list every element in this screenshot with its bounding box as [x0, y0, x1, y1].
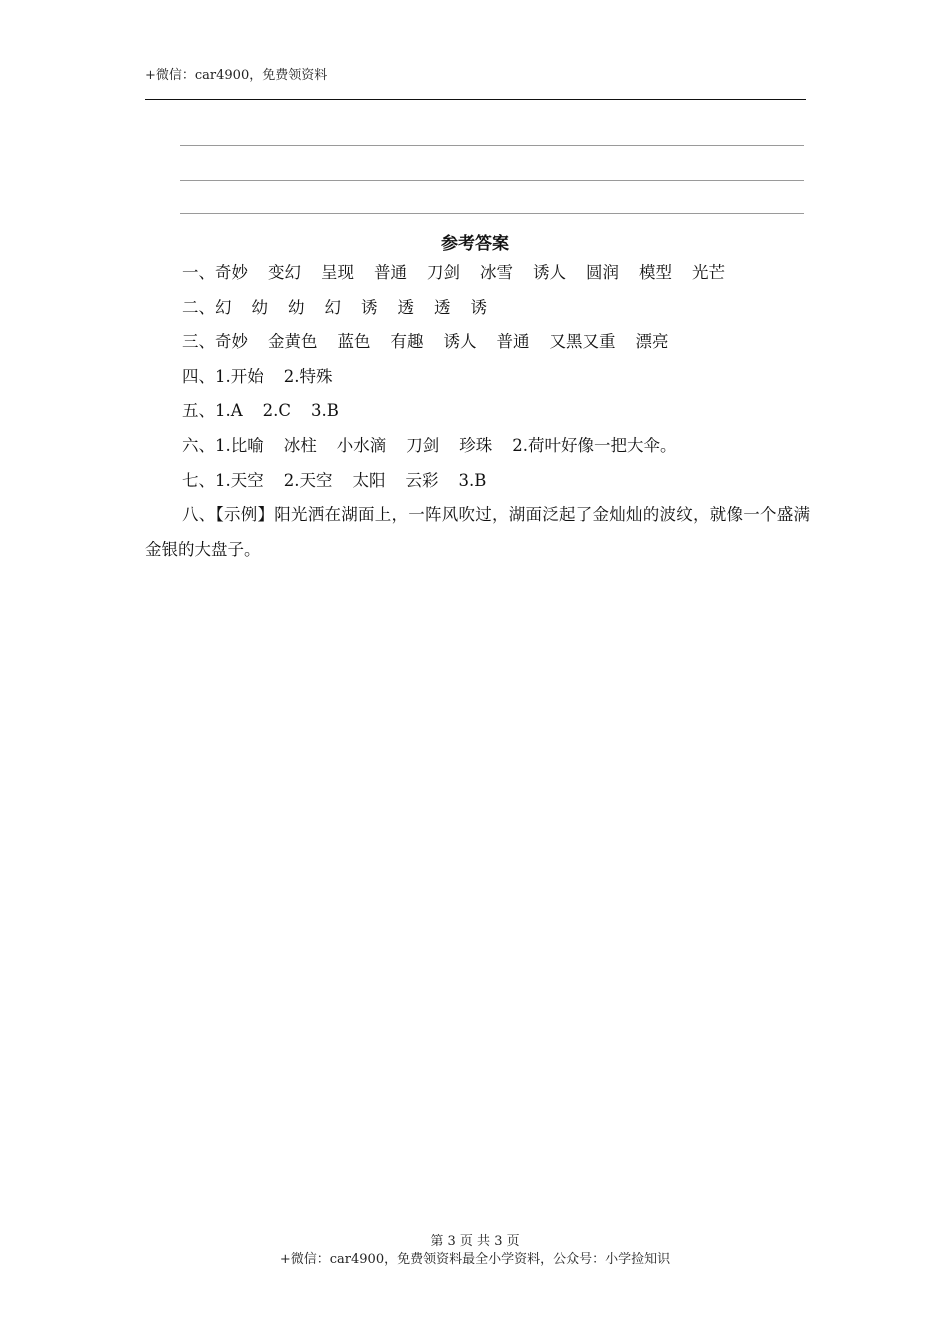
answer-item: 蓝色 [337, 332, 371, 352]
answer-number: 七、 [182, 470, 215, 490]
writing-line-2 [180, 180, 804, 181]
answer-item: 金黄色 [268, 332, 318, 352]
answer-row [145, 360, 810, 395]
answer-key-title: 参考答案 [441, 234, 509, 254]
answer-row [145, 325, 810, 360]
answer-item: 变幻 [268, 263, 301, 282]
answer-item: 诱 [361, 297, 378, 317]
answer-item: 1.A [215, 401, 243, 421]
answer-item: 冰雪 [480, 263, 513, 282]
answer-number: 四、 [182, 366, 215, 386]
answer-item: 云彩 [405, 470, 439, 490]
answer-item: 圆润 [586, 263, 619, 282]
answer-item: 2.荷叶好像一把大伞。 [512, 435, 677, 455]
answer-number: 五、 [182, 401, 215, 421]
answer-row [145, 429, 810, 464]
answer-item: 幼 [288, 297, 305, 317]
answer-item: 普通 [496, 332, 530, 352]
answer-item: 诱 [470, 297, 487, 317]
answer-number: 二、 [182, 297, 215, 317]
answer-item: 3.B [311, 401, 339, 421]
answer-number: 一、 [182, 263, 215, 282]
answer-item: 幻 [324, 297, 341, 317]
answer-item: 2.特殊 [283, 366, 333, 386]
answer-item: 冰柱 [283, 435, 317, 455]
answer-item: 1.天空 [215, 470, 264, 490]
answer-item: 3.B [458, 470, 487, 490]
answer-list [145, 256, 810, 567]
answer-item: 诱人 [533, 263, 566, 282]
answer-item: 刀剑 [406, 435, 440, 455]
answer-item: 呈现 [321, 263, 354, 282]
answer-item: 透 [397, 297, 414, 317]
answer-item: 奇妙 [215, 332, 248, 352]
answer-item: 幻 [215, 297, 232, 317]
answer-item: 珍珠 [459, 435, 493, 455]
answer-number: 三、 [182, 332, 215, 352]
answer-eight: 八、【示例】阳光洒在湖面上，一阵风吹过，湖面泛起了金灿灿的波纹，就像一个盛满金银的大盘子。 [145, 505, 810, 559]
answer-row [145, 464, 810, 499]
answer-item: 奇妙 [215, 263, 248, 282]
answer-row [145, 291, 810, 326]
answer-item: 有趣 [390, 332, 424, 352]
answer-item: 太阳 [352, 470, 386, 490]
answer-item: 小水滴 [336, 435, 387, 455]
answer-number: 六、 [182, 435, 215, 455]
answer-item: 光芒 [692, 263, 725, 282]
answer-item: 诱人 [443, 332, 477, 352]
answer-item: 模型 [639, 263, 672, 282]
answer-row [145, 394, 810, 429]
writing-line-1 [180, 145, 804, 146]
answer-item: 透 [434, 297, 451, 317]
answer-item: 普通 [374, 263, 407, 282]
answer-item: 2.天空 [283, 470, 333, 490]
answer-item: 幼 [251, 297, 268, 317]
answer-row [145, 256, 810, 291]
answer-item: 刀剑 [427, 263, 460, 282]
answer-item: 1.开始 [215, 366, 264, 386]
writing-line-3 [180, 213, 804, 214]
footer-note: +微信：car4900，免费领资料最全小学资料，公众号：小学捡知识 [279, 1252, 671, 1267]
page-number: 第 3 页 共 3 页 [430, 1234, 520, 1249]
answer-item: 1.比喻 [215, 435, 264, 455]
answer-item: 2.C [262, 401, 292, 421]
answer-item: 又黑又重 [549, 332, 616, 352]
answer-item: 漂亮 [635, 332, 669, 352]
header-note: +微信：car4900，免费领资料 [145, 68, 328, 83]
header-divider [145, 99, 806, 100]
